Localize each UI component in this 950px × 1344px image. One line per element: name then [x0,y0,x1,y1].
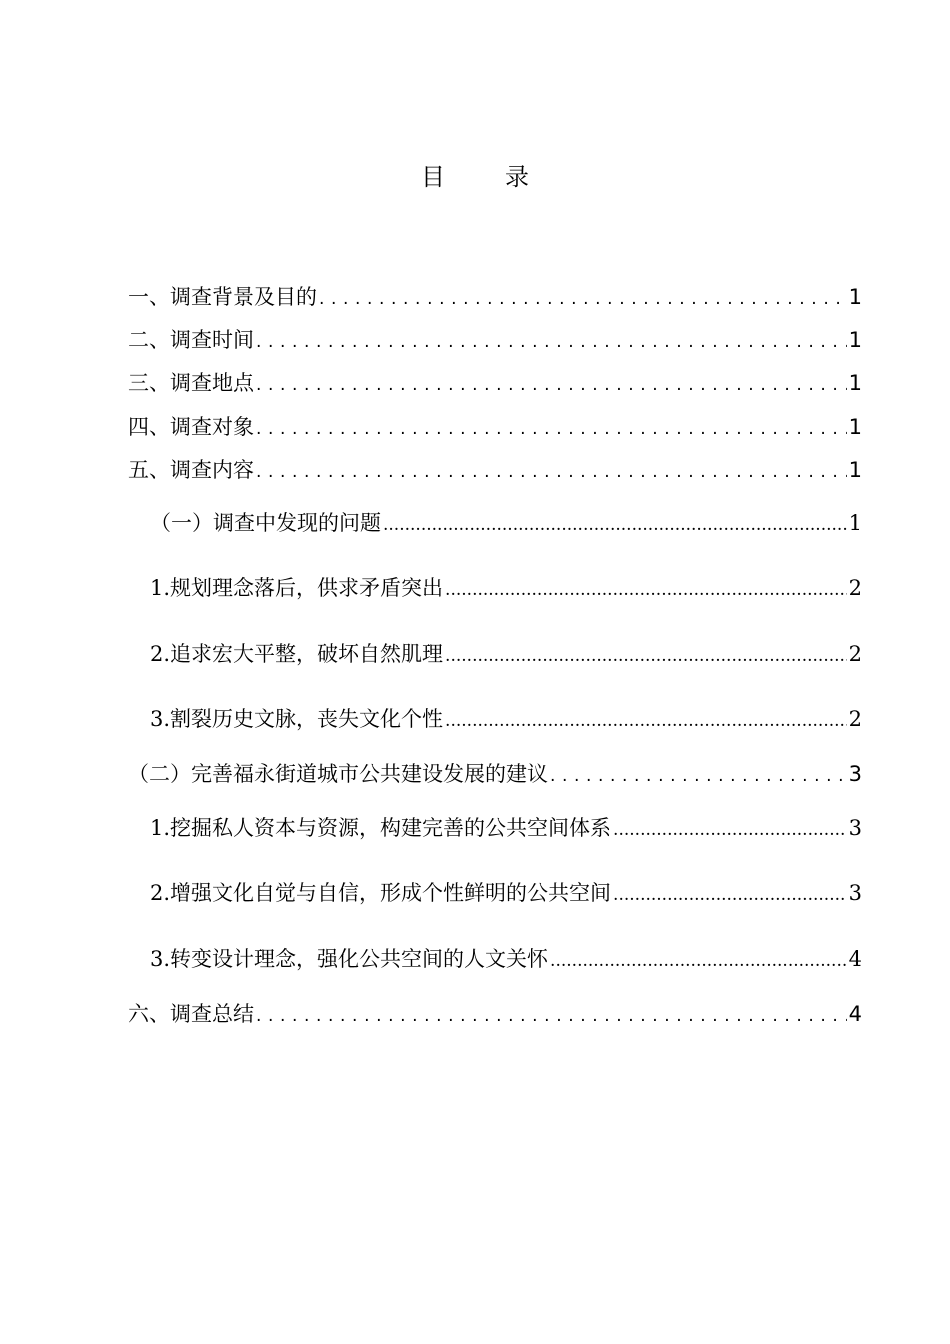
toc-entry[interactable] [128,323,862,357]
toc-entry-label: 一、调查背景及目的 [128,285,317,309]
toc-entry-page: 1 [848,415,862,439]
toc-entry-page: 1 [848,371,862,395]
toc-entry-page: 3 [848,881,862,905]
toc-entry-page: 1 [848,285,862,309]
toc-entry-label: （二）完善福永街道城市公共建设发展的建议 [128,762,548,786]
toc-entry[interactable] [128,997,862,1031]
toc-entry-label: 五、调查内容 [128,458,254,482]
toc-entry-label: 2.追求宏大平整，破坏自然肌理 [150,642,444,666]
toc-entry[interactable] [150,637,862,671]
toc-entry-label: 六、调查总结 [128,1002,254,1026]
toc-entry-page: 4 [848,1002,862,1026]
toc-entry[interactable] [150,811,862,845]
toc-entry-page: 1 [848,328,862,352]
toc-entry-label: 三、调查地点 [128,371,254,395]
toc-entry-label: 二、调查时间 [128,328,254,352]
toc-entry-label: 3.转变设计理念，强化公共空间的人文关怀 [150,947,549,971]
toc-entry[interactable] [150,876,862,910]
dot-leader [445,571,847,607]
dot-leader [550,942,847,978]
toc-entry-label: （一）调查中发现的问题 [150,511,381,535]
dot-leader [445,702,847,738]
toc-entry-label: 3.割裂历史文脉，丧失文化个性 [150,707,444,731]
toc-entry-page: 1 [848,458,862,482]
toc-entry-label: 1.规划理念落后，供求矛盾突出 [150,576,444,600]
toc-entry[interactable] [150,506,862,540]
dot-leader [256,997,847,1033]
toc-title: 目 录 [421,163,547,191]
toc-entry-page: 3 [848,816,862,840]
toc-entry-page: 2 [848,576,862,600]
dot-leader [383,506,847,542]
toc-entry[interactable] [128,366,862,400]
toc-entry-page: 2 [848,642,862,666]
dot-leader [319,280,847,316]
dot-leader [256,323,847,359]
toc-entry-page: 4 [848,947,862,971]
dot-leader [256,410,847,446]
dot-leader [445,637,847,673]
toc-entry[interactable] [150,942,862,976]
toc-entry[interactable] [128,453,862,487]
toc-entry[interactable] [128,410,862,444]
toc-entry-label: 1.挖掘私人资本与资源，构建完善的公共空间体系 [150,816,612,840]
dot-leader [256,453,847,489]
toc-entry-page: 1 [848,511,862,535]
toc-entry-page: 3 [848,762,862,786]
dot-leader [550,757,847,793]
toc-entry[interactable] [150,571,862,605]
toc-entry[interactable] [128,280,862,314]
dot-leader [613,876,847,912]
dot-leader [613,811,847,847]
dot-leader [256,366,847,402]
toc-entry-page: 2 [848,707,862,731]
toc-entry-label: 2.增强文化自觉与自信，形成个性鲜明的公共空间 [150,881,612,905]
toc-entry-label: 四、调查对象 [128,415,254,439]
toc-entry[interactable] [150,702,862,736]
toc-entry[interactable] [128,757,862,791]
